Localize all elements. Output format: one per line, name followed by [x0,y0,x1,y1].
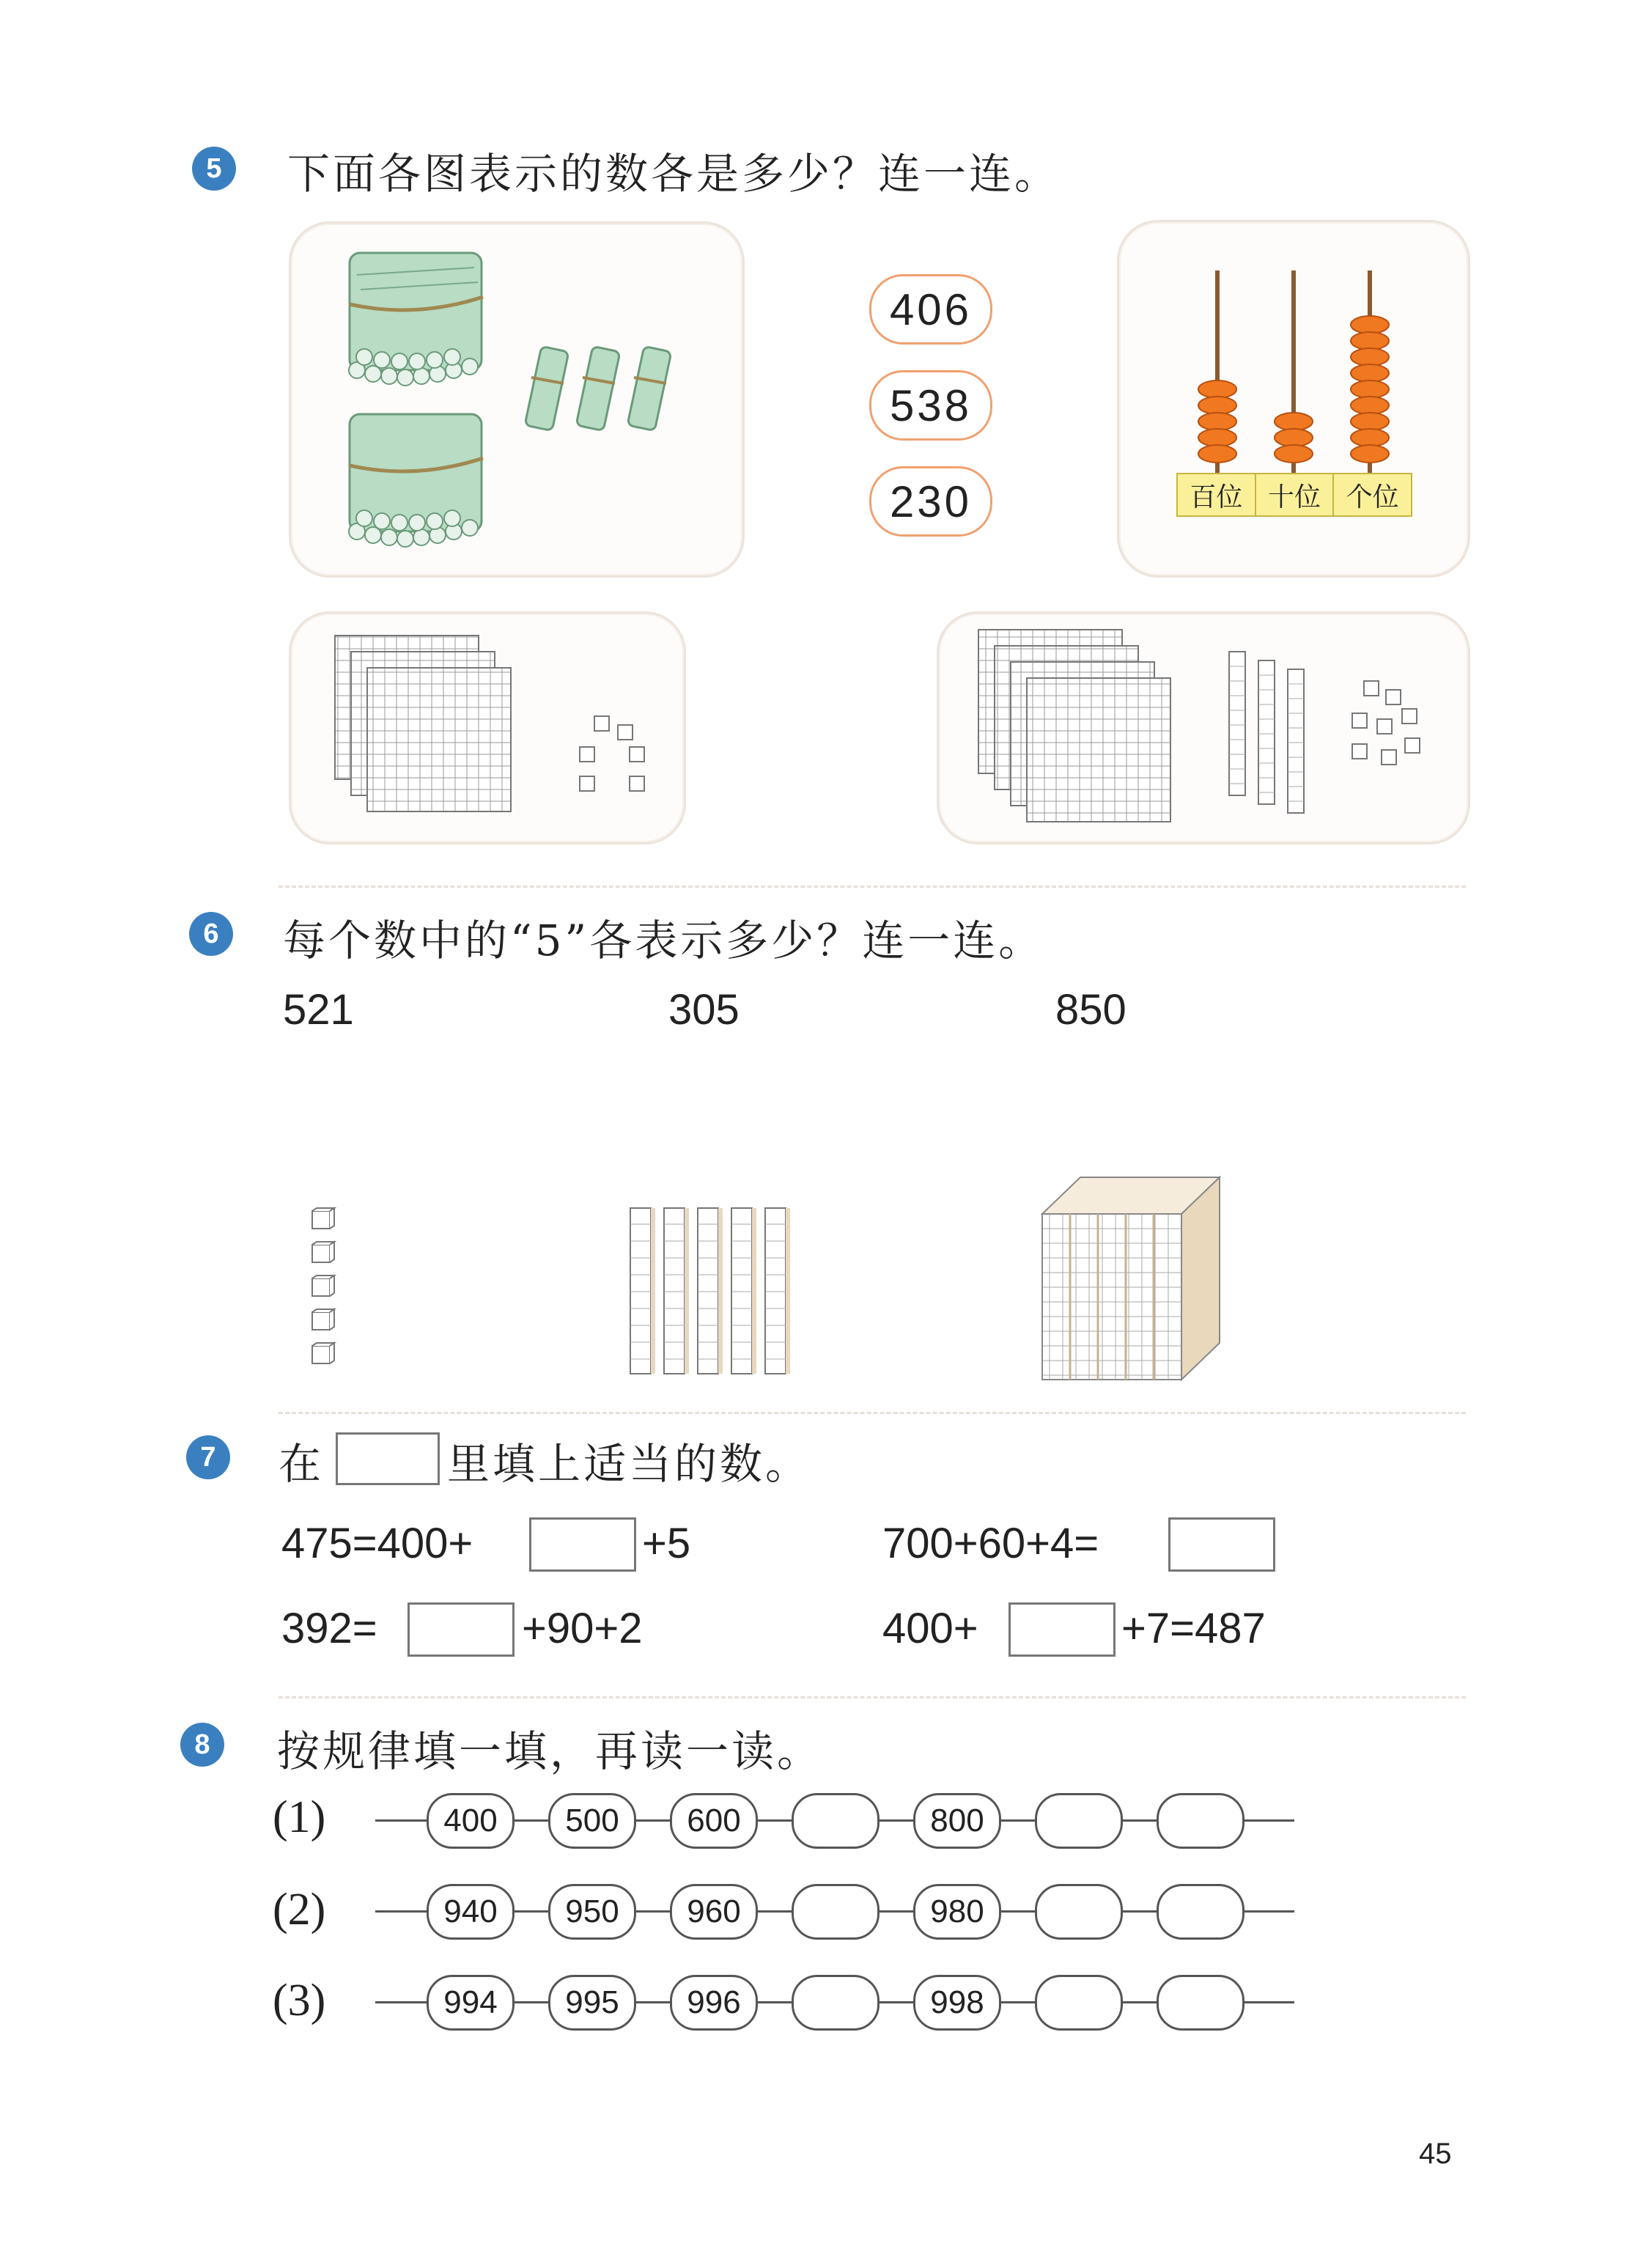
abacus-label-bar [1176,473,1412,517]
question-5-title: 下面各图表示的数各是多少？连一连。 [287,149,1061,199]
five-tens-rods-icon[interactable] [627,1202,796,1378]
equation-4-right: +7=487 [1121,1605,1266,1652]
panel-stick-bundles[interactable] [289,221,745,578]
sequence-row-1-blank-1[interactable] [792,1793,880,1849]
question-7-title-suffix: 里填上适当的数。 [447,1439,811,1489]
option-538[interactable]: 538 [869,370,992,441]
question-5-badge: 5 [192,147,236,191]
number-521[interactable]: 521 [283,986,354,1034]
number-850[interactable]: 850 [1055,986,1126,1034]
abacus-label-ones: 个位 [1346,482,1399,512]
sequence-row-2-blank-3[interactable] [1157,1884,1244,1940]
sequence-row-3-cell-5: 998 [913,1975,1001,2031]
sequence-row-3-blank-3[interactable] [1157,1975,1244,2031]
equation-3-left: 392= [281,1605,377,1652]
hundred-bundle-icon [349,414,483,547]
sequence-row-2-blank-1[interactable] [792,1884,880,1940]
sequence-row-1-label: (1) [273,1792,326,1842]
equation-1-left: 475=400+ [281,1520,473,1567]
abacus-illustration [1119,222,1468,575]
question-8-badge: 8 [180,1723,224,1767]
panel-abacus[interactable] [1117,220,1470,578]
example-blank-box [336,1432,440,1485]
sequence-row-1-cell-5: 800 [913,1793,1001,1849]
sequence-row-2-label: (2) [273,1885,326,1935]
sequence-row-1-blank-3[interactable] [1157,1793,1244,1849]
ten-bundle-icon [525,346,671,430]
hundred-square-icon [367,668,511,811]
equation-4-blank[interactable] [1008,1602,1116,1657]
equation-1-right: +5 [642,1520,691,1567]
stick-bundles-illustration [291,224,742,575]
sequence-row-2-blank-2[interactable] [1035,1884,1123,1940]
question-6-title: 每个数中的“5”各表示多少？连一连。 [283,916,1044,965]
sequence-row-3-label: (3) [273,1976,326,2025]
sequence-row-1-cell-3: 600 [670,1793,758,1849]
question-8-title: 按规律填一填，再读一读。 [277,1726,823,1776]
sequence-row-3-blank-2[interactable] [1035,1975,1123,2031]
sequence-row-1-blank-2[interactable] [1035,1793,1123,1849]
question-7-badge: 7 [186,1435,230,1479]
abacus-label-tens: 十位 [1256,474,1335,515]
sequence-row-3-cell-2: 995 [548,1975,636,2031]
equation-2-left: 700+60+4= [882,1520,1099,1567]
five-ones-cubes-icon[interactable] [308,1208,337,1377]
five-hundreds-stack-icon[interactable] [1036,1155,1227,1383]
question-7-title-prefix: 在 [279,1439,325,1489]
sequence-row-3-cell-3: 996 [670,1975,758,2031]
question-6-badge: 6 [189,912,233,956]
sequence-row-1-cell-2: 500 [548,1793,636,1849]
equation-3-blank[interactable] [408,1602,515,1657]
panel-grids-b[interactable] [937,611,1470,844]
number-305[interactable]: 305 [668,986,740,1034]
sequence-row-2-cell-2: 950 [548,1884,636,1940]
hundred-bundle-icon [349,253,483,386]
sequence-row-1-cell-1: 400 [427,1793,515,1849]
sequence-row-2-cell-1: 940 [427,1884,515,1940]
divider-q6-q7 [279,1412,1466,1414]
page-number: 45 [1419,2138,1452,2170]
option-406[interactable]: 406 [869,274,992,345]
divider-q5-q6 [279,886,1466,888]
equation-3-right: +90+2 [522,1605,643,1652]
hundred-squares-tens-illustration [939,614,1468,842]
hundred-squares-illustration [291,614,684,842]
panel-grids-a[interactable] [289,611,686,844]
sequence-row-3-blank-1[interactable] [792,1975,880,2031]
equation-4-left: 400+ [882,1605,978,1652]
sequence-row-3-cell-1: 994 [427,1975,515,2031]
divider-q7-q8 [279,1696,1466,1698]
abacus-label-hundreds: 百位 [1178,474,1256,515]
sequence-row-2-cell-5: 980 [913,1884,1001,1940]
equation-1-blank[interactable] [529,1517,636,1572]
option-230[interactable]: 230 [869,466,992,537]
equation-2-blank[interactable] [1168,1517,1275,1572]
sequence-row-2-cell-3: 960 [670,1884,758,1940]
